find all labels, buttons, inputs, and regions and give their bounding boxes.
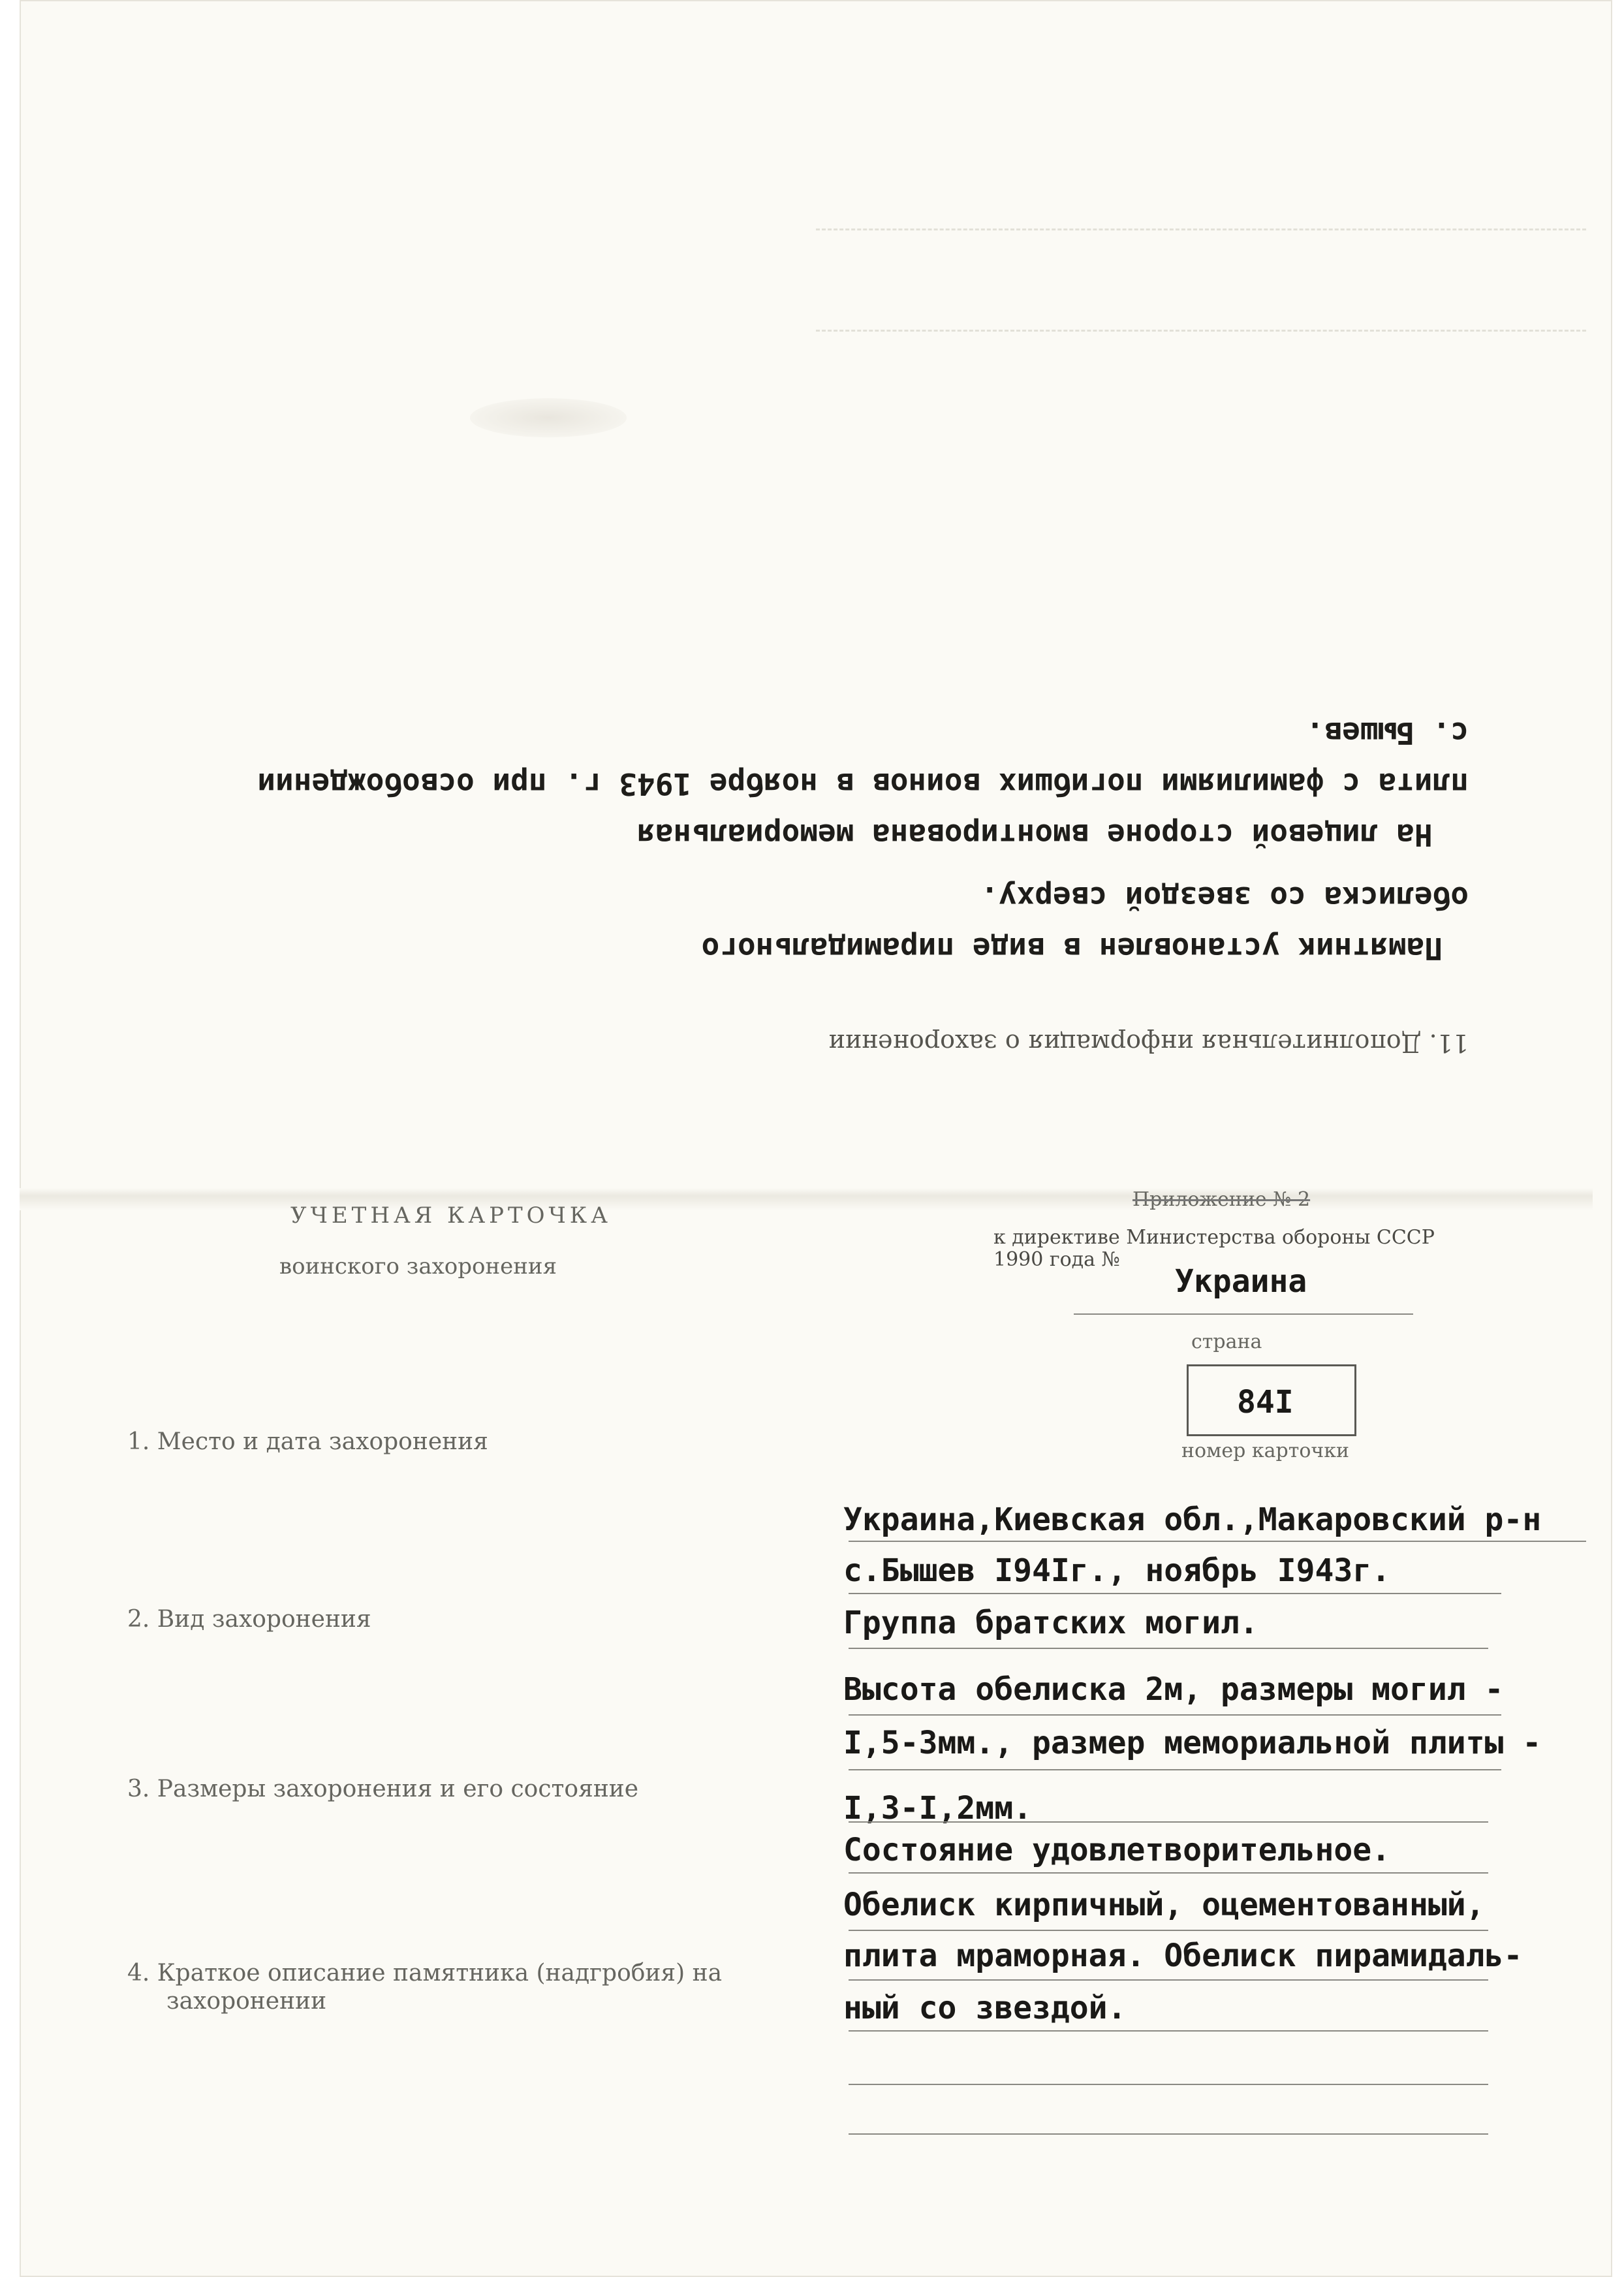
card-number: 84I [1237,1384,1294,1421]
card-fold-crease [20,1188,1593,1210]
burial-type-value: Группа братских могил. [843,1605,1258,1641]
answer-rule [849,2030,1488,2032]
card-paper [20,0,1612,2277]
item-4-label-cont: захоронении [166,1988,327,2015]
card-number-label: номер карточки [1181,1439,1349,1462]
size-value-line: Высота обелиска 2м, размеры могил - [843,1671,1504,1708]
country-value: Украина [1175,1263,1307,1300]
description-value-line: Обелиск кирпичный, оцементованный, [843,1887,1485,1923]
item-3-label: 3. Размеры захоронения и его состояние [127,1776,639,1802]
directive-line: к директиве Министерства обороны СССР [993,1226,1435,1249]
description-value-line: ный со звездой. [843,1990,1127,2026]
additional-info-line: плита с фамилиями погибших воинов в ноябре 1943 г. при освобождении [257,766,1469,802]
answer-rule [849,1714,1501,1716]
answer-rule [849,1593,1501,1594]
item-4-label: 4. Краткое описание памятника (надгробия) на [127,1960,723,1986]
answer-rule [849,1979,1488,1981]
form-title: УЧЕТНАЯ КАРТОЧКА [290,1202,612,1229]
faint-ruling [816,228,1586,230]
answer-rule [849,2133,1488,2135]
directive-year: 1990 года № [993,1248,1120,1271]
condition-value: Состояние удовлетворительное. [843,1832,1391,1868]
answer-rule [849,1930,1488,1931]
country-label: страна [1191,1330,1262,1353]
place-value-line: с.Бышев I94Iг., ноябрь I943г. [843,1552,1391,1589]
answer-rule [849,1821,1488,1823]
additional-info-line: На лицевой стороне вмонтирована мемориальная [637,817,1469,853]
form-subtitle: воинского захоронения [279,1253,557,1280]
size-value-line: I,3-I,2мм. [843,1790,1032,1827]
item-2-label: 2. Вид захоронения [127,1606,371,1633]
answer-rule [849,1872,1488,1874]
answer-rule [849,1769,1501,1770]
size-value-line: I,5-3мм., размер мемориальной плиты - [843,1725,1542,1761]
place-value-line: Украина,Киевская обл.,Макаровский р-н [843,1501,1542,1538]
answer-rule [849,1648,1488,1649]
additional-info-line: Памятник установлен в виде пирамидального [701,931,1443,966]
back-side-inverted [131,692,1469,1058]
appendix-label: Приложение № 2 [1132,1188,1311,1211]
description-value-line: плита мраморная. Обелиск пирамидаль- [843,1938,1523,1974]
additional-info-line: обелиска со звездой сверху. [980,880,1469,915]
answer-rule [849,2084,1488,2085]
item-1-label: 1. Место и дата захоронения [127,1428,488,1455]
additional-info-heading: 11. Дополнительная информация о захоронении [828,1029,1469,1058]
additional-info-line: с. Бышев. [1305,715,1469,751]
country-rule [1074,1313,1413,1315]
paper-smudge [470,398,627,437]
answer-rule [849,1541,1586,1542]
faint-ruling [816,330,1586,332]
